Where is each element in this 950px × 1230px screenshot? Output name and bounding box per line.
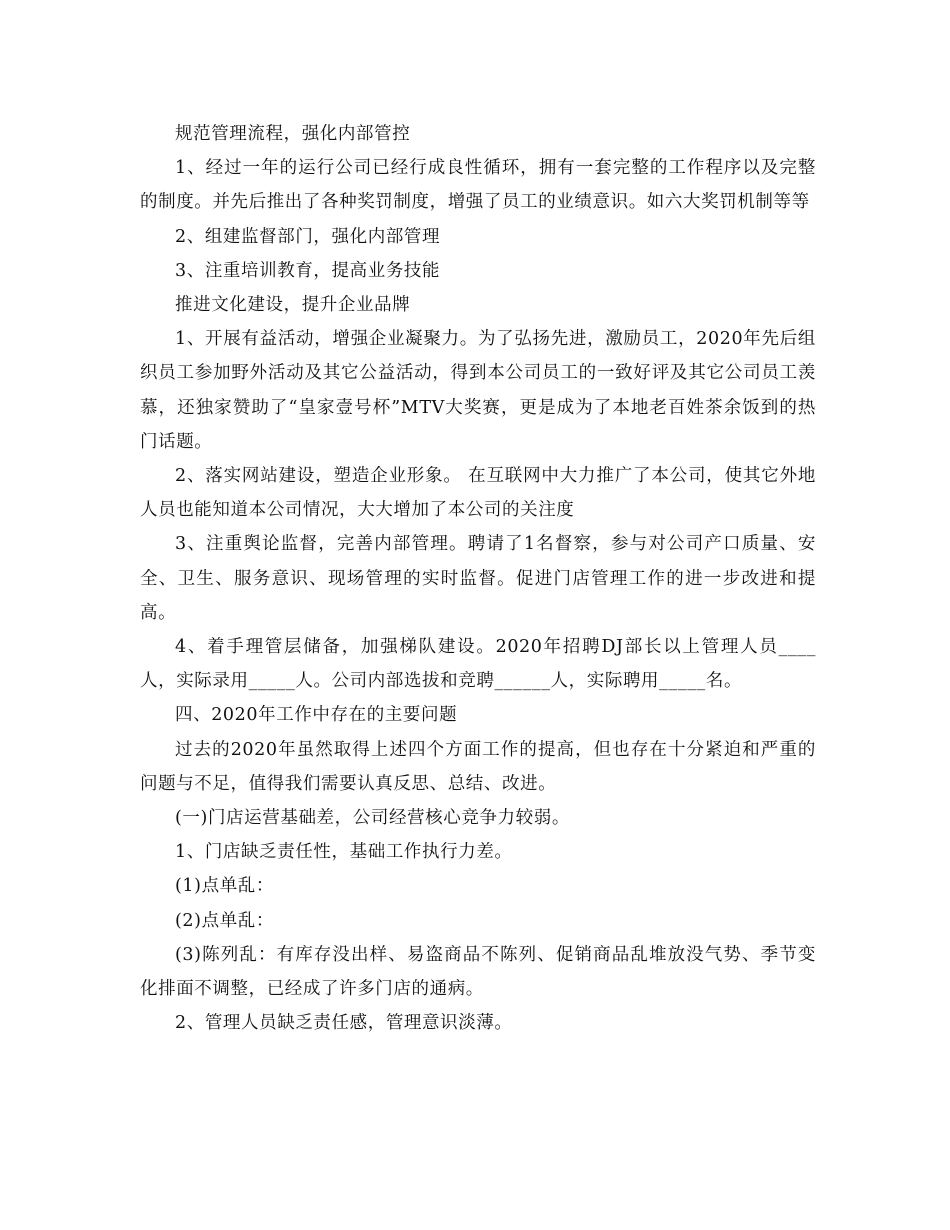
paragraph-store-basis: (一)门店运营基础差，公司经营核心竞争力较弱。 — [175, 808, 570, 829]
paragraph-management-reserve: 4、着手理管层储备，加强梯队建设。2020年招聘DJ部长以上管理人员____人，实际录用_____人。公司内部选拔和竞聘______人，实际聘用_____名。 — [140, 637, 816, 692]
paragraph-website: 2、落实网站建设，塑造企业形象。 在互联网中大力推广了本公司，使其它外地人员也能知道本公司情况，大大增加了本公司的关注度 — [140, 466, 816, 521]
document-body — [140, 117, 816, 1040]
paragraph-supervision: 3、注重舆论监督，完善内部管理。聘请了1名督察，参与对公司产口质量、安全、卫生、服务意识、现场管理的实时监督。促进门店管理工作的进一步改进和提高。 — [140, 534, 816, 623]
paragraph-store-responsibility: 1、门店缺乏责任性，基础工作执行力差。 — [175, 842, 513, 863]
list-item-ordering-2: (2)点单乱： — [175, 910, 274, 931]
heading-culture-building: 推进文化建设，提升企业品牌 — [175, 295, 411, 316]
paragraph-supervision-dept: 2、组建监督部门，强化内部管理 — [175, 226, 441, 247]
heading-standardize-management: 规范管理流程，强化内部管控 — [175, 124, 411, 144]
paragraph-problems-intro: 过去的2020年虽然取得上述四个方面工作的提高，但也存在十分紧迫和严重的问题与不足，值得我们需要认真反思、总结、改进。 — [140, 739, 816, 794]
paragraph-operation-cycle: 1、经过一年的运行公司已经行成良性循环，拥有一套完整的工作程序以及完整的制度。并先后推出了各种奖罚制度，增强了员工的业绩意识。如六大奖罚机制等等 — [140, 158, 816, 213]
list-item-display: (3)陈列乱：有库存没出样、易盗商品不陈列、促销商品乱堆放没气势、季节变化排面不调整，已经成了许多门店的通病。 — [140, 944, 816, 1000]
heading-main-problems: 四、2020年工作中存在的主要问题 — [175, 705, 458, 726]
paragraph-training: 3、注重培训教育，提高业务技能 — [175, 260, 441, 281]
paragraph-activities: 1、开展有益活动，增强企业凝聚力。为了弘扬先进，激励员工，2020年先后组织员工参加野外活动及其它公益活动，得到本公司员工的一致好评及其它公司员工羡慕，还独家赞助了“皇家壹号杯”MTV大奖赛，更是成为了本地老百姓茶余饭到的热门话题。 — [140, 329, 816, 452]
paragraph-managers-responsibility: 2、管理人员缺乏责任感，管理意识淡薄。 — [175, 1013, 513, 1034]
list-item-ordering-1: (1)点单乱： — [175, 876, 274, 897]
